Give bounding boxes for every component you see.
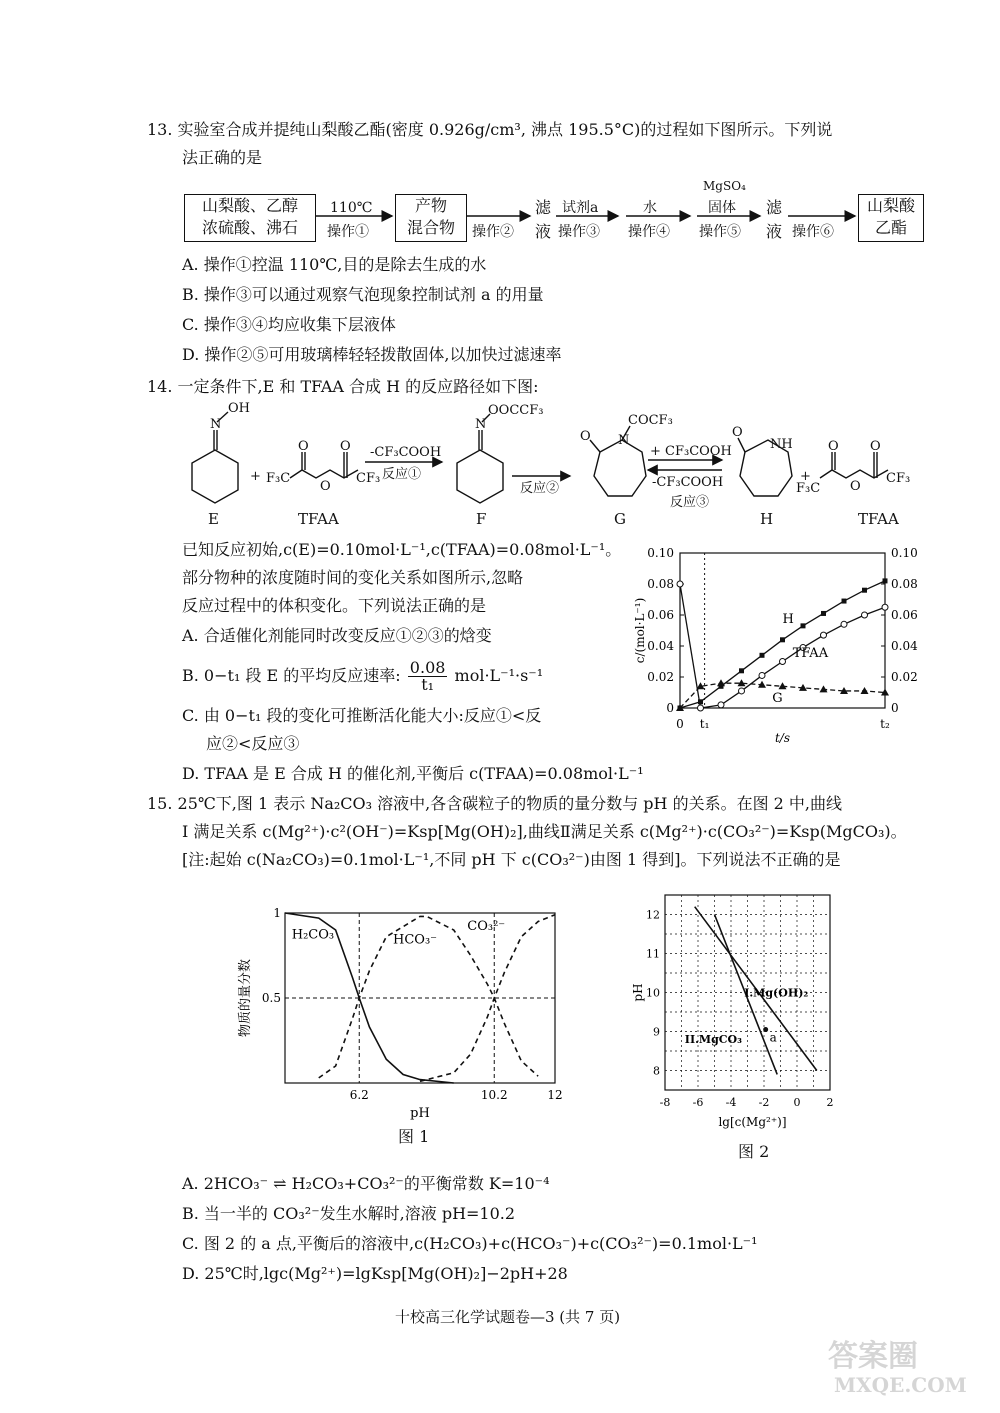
q13-stem-line2: 法正确的是	[182, 148, 263, 167]
q13-op4-label: 操作④	[628, 224, 670, 240]
q14-ytick-label-right: 0.10	[891, 546, 918, 560]
label-e: E	[208, 510, 219, 528]
q14-ytick-label-right: 0.06	[891, 608, 918, 622]
q14-point-tfaa	[698, 705, 704, 711]
fig1-xtick-label: 10.2	[480, 1088, 508, 1102]
q15-stem-line3: [注:起始 c(Na₂CO₃)=0.1mol·L⁻¹,不同 pH 下 c(CO₃²⁻)由图 1 得到]。下列说法不正确的是	[182, 850, 841, 869]
fig1-label-h2co3: H₂CO₃	[291, 927, 335, 943]
label-f: F	[476, 510, 487, 528]
h-o-atom: O	[732, 425, 743, 440]
r1-top-label: -CF₃COOH	[370, 445, 442, 460]
q14-ytick-label-left: 0.02	[647, 670, 674, 684]
label-g: G	[614, 510, 626, 528]
q13-filtrate2-top: 滤	[766, 198, 783, 217]
r2-bottom-label: 反应②	[520, 481, 560, 496]
fig2-ytick-label: 12	[646, 908, 660, 922]
fig1-xtick-label: 12	[547, 1088, 563, 1102]
q13-op1-condition: 110℃	[330, 200, 373, 216]
f-n-atom: N	[475, 417, 487, 432]
q13-op2-label: 操作②	[472, 224, 514, 240]
q14-option-c-line1[interactable]: C. 由 0−t₁ 段的变化可推断活化能大小:反应①<反	[182, 706, 542, 725]
q15-option-a[interactable]: A. 2HCO₃⁻ ⇌ H₂CO₃+CO₃²⁻的平衡常数 K=10⁻⁴	[182, 1174, 550, 1193]
q13-reagent-a: 试剂a	[562, 200, 599, 216]
q14-option-b-unit: mol·L⁻¹·s⁻¹	[454, 666, 544, 685]
r1-bottom-label: 反应①	[382, 467, 422, 482]
fig2-xtick-label: -8	[659, 1096, 671, 1109]
label-tfaa-2: TFAA	[858, 510, 899, 528]
g-coccf3: COCF₃	[628, 413, 673, 428]
q13-box-final-line2: 乙酯	[874, 218, 907, 237]
q14-ylabel: c/(mol·L⁻¹)	[633, 597, 647, 664]
q14-ytick-label-right: 0.02	[891, 670, 918, 684]
h-nh-group: NH	[770, 437, 793, 452]
q14-reaction-scheme	[170, 400, 940, 530]
q14-point-h	[883, 578, 888, 583]
g-n-atom: N	[618, 433, 630, 448]
e-ring	[192, 450, 238, 503]
q14-ytick-label-right: 0	[891, 701, 899, 715]
q14-point-g	[717, 679, 725, 686]
r3-top-label: + CF₃COOH	[650, 444, 732, 459]
q15-fig2-chart	[630, 885, 840, 1140]
q14-text3: 反应过程中的体积变化。下列说法正确的是	[182, 596, 487, 615]
q14-option-c-line2: 应②<反应③	[206, 734, 300, 753]
fig2-xtick-label: 0	[793, 1096, 801, 1109]
q13-option-c[interactable]: C. 操作③④均应收集下层液体	[182, 315, 396, 334]
q14-xtick-label: t₂	[880, 717, 890, 731]
q13-op5-label: 操作⑤	[699, 224, 741, 240]
q13-filtrate1-bottom: 液	[535, 222, 552, 241]
fig1-ylabel: 物质的量分数	[238, 958, 253, 1038]
e-oh-group: OH	[228, 401, 250, 416]
tfaa2-o2: O	[870, 439, 881, 454]
q15-stem-line2: I 满足关系 c(Mg²⁺)·c²(OH⁻)=Ksp[Mg(OH)₂],曲线Ⅱ满足关系 c(Mg²⁺)·c(CO₃²⁻)=Ksp(MgCO₃)。	[182, 822, 907, 841]
fig2-xtick-label: -4	[725, 1096, 737, 1109]
q13-water: 水	[643, 200, 657, 216]
q13-option-d[interactable]: D. 操作②⑤可用玻璃棒轻轻拨散固体,以加快过滤速率	[182, 345, 562, 364]
svg-text:MXQE.COM: MXQE.COM	[834, 1373, 967, 1397]
q15-fig1-caption: 图 1	[398, 1127, 430, 1146]
q13-box-final-line1: 山梨酸	[866, 196, 915, 215]
tfaa-cf3: CF₃	[356, 471, 381, 486]
fig2-xtick-label: 2	[826, 1096, 834, 1109]
fig2-xtick-label: -6	[692, 1096, 704, 1109]
label-tfaa: TFAA	[298, 510, 339, 528]
fig2-label-mgoh2: I.Mg(OH)₂	[744, 986, 809, 1000]
q14-point-h	[862, 588, 867, 593]
r3-bottom-label: 反应③	[670, 495, 710, 510]
q15-option-c[interactable]: C. 图 2 的 a 点,平衡后的溶液中,c(H₂CO₃)+c(HCO₃⁻)+c(CO₃²⁻)=0.1mol·L⁻¹	[182, 1234, 758, 1253]
q15-option-d[interactable]: D. 25℃时,lgc(Mg²⁺)=lgKsp[Mg(OH)₂]−2pH+28	[182, 1264, 568, 1283]
q13-stem-line1: 13. 实验室合成并提纯山梨酸乙酯(密度 0.926g/cm³, 沸点 195.5°C)的过程如下图所示。下列说	[147, 120, 833, 139]
fig2-ytick-label: 10	[646, 986, 660, 1000]
q13-box-reactants-line1: 山梨酸、乙醇	[201, 196, 298, 215]
plus-sign-2: +	[800, 469, 811, 484]
svg-text:答案圈: 答案圈	[828, 1339, 918, 1374]
q14-point-h	[842, 599, 847, 604]
q14-option-d[interactable]: D. TFAA 是 E 合成 H 的催化剂,平衡后 c(TFAA)=0.08mol·L⁻¹	[182, 764, 644, 783]
label-h: H	[760, 510, 774, 528]
q14-point-h	[760, 653, 765, 658]
q14-point-tfaa	[677, 581, 683, 587]
q14-stem: 14. 一定条件下,E 和 TFAA 合成 H 的反应路径如下图:	[147, 377, 539, 396]
q14-point-tfaa	[780, 659, 786, 665]
q14-option-b[interactable]	[182, 660, 543, 693]
q14-point-g	[861, 687, 869, 694]
q14-ytick-label-left: 0.08	[647, 577, 674, 591]
tfaa-f3c: F₃C	[266, 471, 291, 486]
q14-point-h	[780, 637, 785, 642]
q14-point-tfaa	[882, 604, 888, 610]
q13-option-b[interactable]: B. 操作③可以通过观察气泡现象控制试剂 a 的用量	[182, 285, 544, 304]
q14-point-tfaa	[841, 621, 847, 627]
fig1-label-co3: CO₃²⁻	[467, 919, 506, 934]
tfaa2-f3c: F₃C	[796, 481, 821, 496]
q14-ytick-label-right: 0.04	[891, 639, 918, 653]
q14-xtick-label: t₁	[699, 717, 710, 731]
q14-series-label-h: H	[782, 611, 794, 627]
q14-fraction-numerator: 0.08	[409, 658, 446, 677]
q13-op3-label: 操作③	[558, 224, 600, 240]
q14-concentration-chart	[630, 538, 960, 748]
q13-solid: 固体	[708, 200, 736, 216]
fig2-label-mgco3: II.MgCO₃	[684, 1033, 742, 1047]
q14-point-tfaa	[718, 702, 724, 708]
q14-ytick-label-left: 0.04	[647, 639, 674, 653]
q14-point-g	[779, 682, 787, 689]
tfaa2-cf3: CF₃	[886, 471, 911, 486]
fig2-point-a	[763, 1027, 768, 1032]
tfaa-o1: O	[298, 439, 309, 454]
q15-fig1-chart	[235, 895, 580, 1120]
q14-point-tfaa	[821, 632, 827, 638]
fig2-ytick-label: 8	[653, 1064, 660, 1078]
q13-op6-label: 操作⑥	[792, 224, 834, 240]
fig2-xtick-label: -2	[758, 1096, 770, 1109]
q14-option-b-fraction	[408, 660, 448, 693]
q14-option-a[interactable]: A. 合适催化剂能同时改变反应①②③的焓变	[182, 626, 492, 645]
tfaa-o2: O	[340, 439, 351, 454]
q14-point-tfaa	[862, 612, 868, 618]
fig1-xtick-label: 6.2	[349, 1088, 369, 1102]
tfaa-o-bridge: O	[320, 479, 331, 494]
tfaa2-o1: O	[828, 439, 839, 454]
q13-filtrate2-bottom: 液	[766, 222, 783, 241]
q13-box-product-line1: 产物	[414, 196, 447, 215]
q13-op1-label: 操作①	[327, 224, 369, 240]
q14-series-label-g: G	[772, 690, 783, 706]
q15-stem-line1: 15. 25℃下,图 1 表示 Na₂CO₃ 溶液中,各含碳粒子的物质的量分数与 pH 的关系。在图 2 中,曲线	[147, 794, 843, 813]
q14-ytick-label-left: 0	[666, 701, 674, 715]
q14-ytick-label-left: 0.10	[647, 546, 674, 560]
q14-point-g	[820, 685, 828, 692]
watermark-logo	[820, 1330, 980, 1400]
q14-text2: 部分物种的浓度随时间的变化关系如图所示,忽略	[182, 568, 524, 587]
q13-box-product-line2: 混合物	[406, 218, 455, 237]
g-o-atom: O	[580, 429, 591, 444]
q14-text1: 已知反应初始,c(E)=0.10mol·L⁻¹,c(TFAA)=0.08mol·L⁻¹。	[182, 540, 622, 559]
q14-ytick-label-left: 0.06	[647, 608, 674, 622]
page-footer: 十校高三化学试题卷—3 (共 7 页)	[395, 1308, 621, 1326]
fig2-xlabel: lg[c(Mg²⁺)]	[718, 1115, 787, 1129]
q14-point-tfaa	[739, 688, 745, 694]
e-n-atom: N	[210, 417, 222, 432]
f-ooccf3: OOCCF₃	[488, 403, 544, 418]
q13-filtrate1-top: 滤	[535, 198, 552, 217]
q15-fig2-caption: 图 2	[738, 1142, 770, 1161]
q13-mgso4: MgSO₄	[703, 179, 746, 193]
q13-option-a[interactable]: A. 操作①控温 110℃,目的是除去生成的水	[182, 255, 487, 274]
fig2-ytick-label: 9	[653, 1025, 660, 1039]
fig1-ytick-label: 1	[273, 906, 281, 920]
q14-fraction-denominator: t₁	[421, 675, 435, 694]
q14-point-h	[801, 623, 806, 628]
q14-point-tfaa	[759, 672, 765, 678]
q14-series-line-tfaa	[680, 584, 885, 708]
fig1-ytick-label: 0.5	[261, 991, 281, 1005]
fig2-point-a-label: a	[769, 1030, 777, 1045]
q14-ytick-label-right: 0.08	[891, 577, 918, 591]
fig1-xlabel: pH	[410, 1106, 430, 1120]
plus-sign-1: +	[250, 469, 261, 484]
fig2-ytick-label: 11	[646, 947, 660, 961]
q14-point-h	[821, 611, 826, 616]
q14-xtick-label: 0	[676, 717, 684, 731]
q14-xlabel: t/s	[774, 731, 791, 745]
q15-option-b[interactable]: B. 当一半的 CO₃²⁻发生水解时,溶液 pH=10.2	[182, 1204, 516, 1223]
q14-series-label-tfaa: TFAA	[792, 645, 829, 661]
q14-option-b-text: B. 0−t₁ 段 E 的平均反应速率:	[182, 666, 401, 685]
q14-point-h	[739, 668, 744, 673]
r3-mid-label: -CF₃COOH	[652, 475, 724, 490]
tfaa2-o-bridge: O	[850, 479, 861, 494]
q13-box-reactants-line2: 浓硫酸、沸石	[201, 218, 298, 237]
fig1-label-hco3: HCO₃⁻	[393, 932, 438, 948]
fig2-ylabel: pH	[631, 983, 645, 1002]
